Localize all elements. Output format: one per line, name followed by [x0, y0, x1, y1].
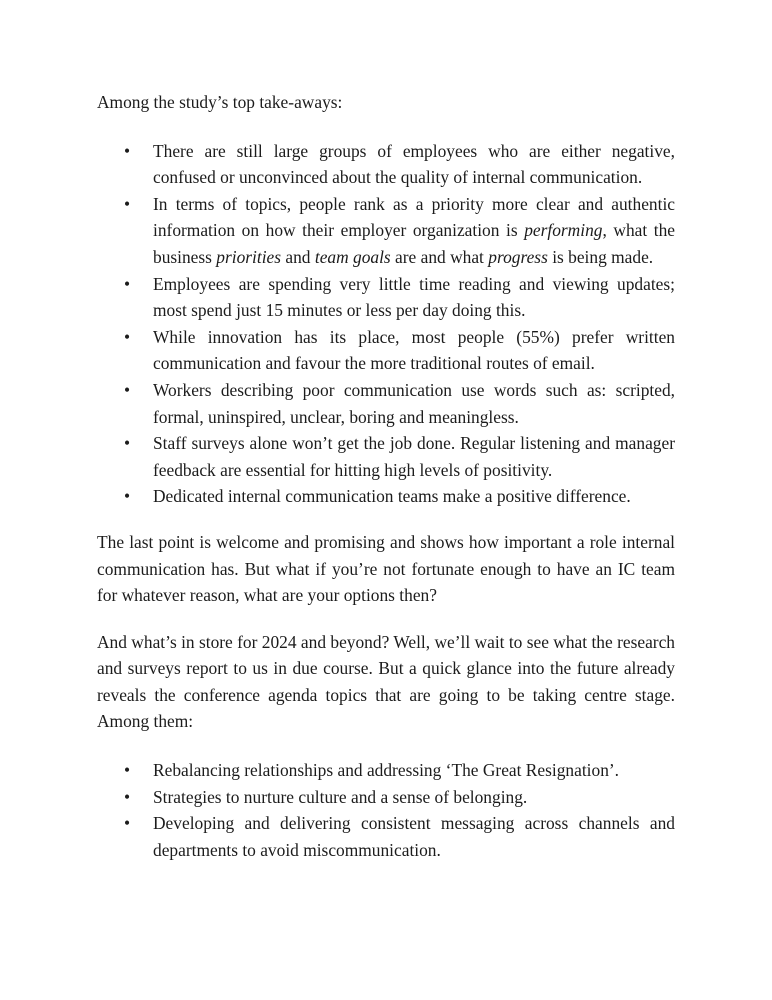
- list-item: [97, 483, 675, 510]
- list-item: [97, 430, 675, 483]
- list-item: [97, 324, 675, 377]
- list-item-text: Staff surveys alone won’t get the job done. Regular listening and manager feedback are essential for hitting high levels of positivity.: [153, 433, 675, 480]
- list-item: [97, 138, 675, 191]
- document-page: [97, 89, 675, 863]
- list-item-text: Strategies to nurture culture and a sense of belonging.: [153, 786, 528, 807]
- bullet-icon: •: [124, 813, 131, 834]
- list-item: [97, 810, 675, 863]
- list-item: [97, 191, 675, 271]
- takeaways-list: [97, 138, 675, 510]
- bullet-icon: •: [124, 326, 131, 347]
- list-item: [97, 271, 675, 324]
- text-run: are and what: [390, 246, 489, 267]
- list-item-text: While innovation has its place, most people (55%) prefer written communication and favour the more traditional routes of email.: [153, 326, 675, 374]
- bullet-icon: •: [124, 379, 131, 400]
- bullet-icon: •: [124, 273, 131, 294]
- bullet-icon: •: [124, 760, 131, 781]
- list-item-text: Workers describing poor communication use words such as: scripted, formal, uninspired, unclear, boring and meaningless.: [153, 379, 675, 427]
- body-paragraph: And what’s in store for 2024 and beyond? Well, we’ll wait to see what the research and surveys report to us in due course. But a quick glance into the future already reveals the conference agenda topics that are going to be taking centre stage. Among them:: [97, 631, 675, 732]
- list-item-text: There are still large groups of employees who are either negative, confused or unconvinced about the quality of internal communication.: [153, 140, 675, 188]
- bullet-icon: •: [124, 193, 131, 214]
- text-run: and: [281, 246, 315, 267]
- list-item: [97, 784, 675, 811]
- bullet-icon: •: [124, 786, 131, 807]
- list-item-text: [153, 194, 675, 267]
- text-run: , what the business: [153, 220, 676, 267]
- emphasis-text: performing: [524, 220, 603, 241]
- list-item-text: Developing and delivering consistent messaging across channels and departments to avoid miscommunication.: [153, 813, 675, 860]
- list-item: [97, 377, 675, 430]
- agenda-topics-list: [97, 757, 675, 863]
- emphasis-text: progress: [488, 246, 548, 267]
- list-item-text: Employees are spending very little time reading and viewing updates; most spend just 15 minutes or less per day doing this.: [153, 273, 675, 321]
- list-item-text: Rebalancing relationships and addressing ‘The Great Resignation’.: [153, 760, 620, 781]
- bullet-icon: •: [124, 486, 131, 507]
- intro-text: Among the study’s top take-aways:: [97, 92, 343, 112]
- list-item: [97, 757, 675, 784]
- emphasis-text: team goals: [314, 246, 391, 267]
- body-paragraph: The last point is welcome and promising and shows how important a role internal communication has. But what if you’re not fortunate enough to have an IC team for whatever reason, what are your options then?: [97, 531, 675, 606]
- text-run: is being made.: [547, 246, 654, 267]
- emphasis-text: priorities: [216, 246, 282, 267]
- list-item-text: Dedicated internal communication teams make a positive difference.: [153, 486, 631, 507]
- text-run: In terms of topics, people rank as a priority more clear and authentic information on how their employer organization is: [153, 193, 675, 241]
- bullet-icon: •: [124, 140, 131, 161]
- bullet-icon: •: [124, 433, 131, 454]
